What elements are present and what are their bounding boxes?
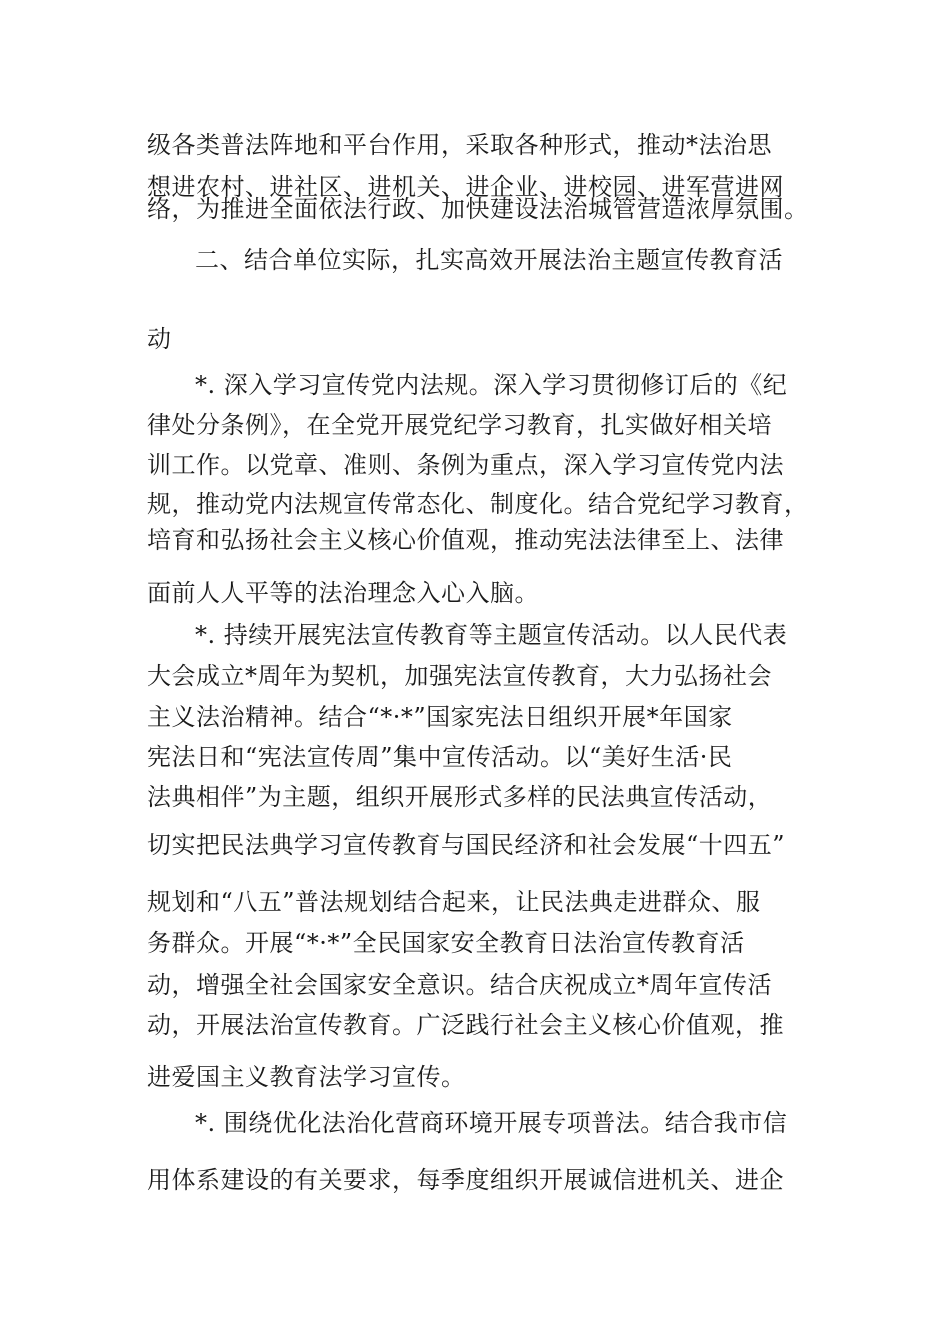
text-line: 络，为推进全面依法行政、加快建设法治城管营造浓厚氛围。 [147,195,809,223]
text-line: 规，推动党内法规宣传常态化、制度化。结合党纪学习教育， [147,490,809,518]
text-line: 切实把民法典学习宣传教育与国民经济和社会发展“十四五” [147,831,786,859]
paragraph-start: *. 深入学习宣传党内法规。深入学习贯彻修订后的《纪 [195,371,788,399]
paragraph-start: *. 围绕优化法治化营商环境开展专项普法。结合我市信 [195,1109,788,1137]
text-line: 大会成立*周年为契机，加强宪法宣传教育，大力弘扬社会 [147,662,772,690]
text-line: 动，开展法治宣传教育。广泛践行社会主义核心价值观，推 [147,1011,784,1039]
text-line: 务群众。开展“*·*”全民国家安全教育日法治宣传教育活 [147,929,745,957]
section-heading: 二、结合单位实际，扎实高效开展法治主题宣传教育活 [195,246,783,274]
text-line: 进爱国主义教育法学习宣传。 [147,1063,466,1091]
text-line: 动，增强全社会国家安全意识。结合庆祝成立*周年宣传活 [147,971,772,999]
text-line: 级各类普法阵地和平台作用，采取各种形式，推动*法治思 [147,131,772,159]
section-heading-continuation: 动 [147,325,172,353]
text-line: 主义法治精神。结合“*·*”国家宪法日组织开展*年国家 [147,703,733,731]
text-line: 训工作。以党章、准则、条例为重点，深入学习宣传党内法 [147,451,784,479]
text-line: 规划和“八五”普法规划结合起来，让民法典走进群众、服 [147,888,761,916]
text-line: 律处分条例》，在全党开展党纪学习教育，扎实做好相关培 [147,411,772,439]
text-line: 法典相伴”为主题，组织开展形式多样的民法典宣传活动， [147,783,773,811]
text-line: 宪法日和“宪法宣传周”集中宣传活动。以“美好生活·民 [147,743,733,771]
text-line: 培育和弘扬社会主义核心价值观，推动宪法法律至上、法律 [147,526,784,554]
text-line: 想进农村、进社区、进机关、进企业、进校园、进军营进网 [147,173,784,201]
text-line: 用体系建设的有关要求，每季度组织开展诚信进机关、进企 [147,1166,784,1194]
paragraph-start: *. 持续开展宪法宣传教育等主题宣传活动。以人民代表 [195,621,788,649]
text-line: 面前人人平等的法治理念入心入脑。 [147,579,539,607]
